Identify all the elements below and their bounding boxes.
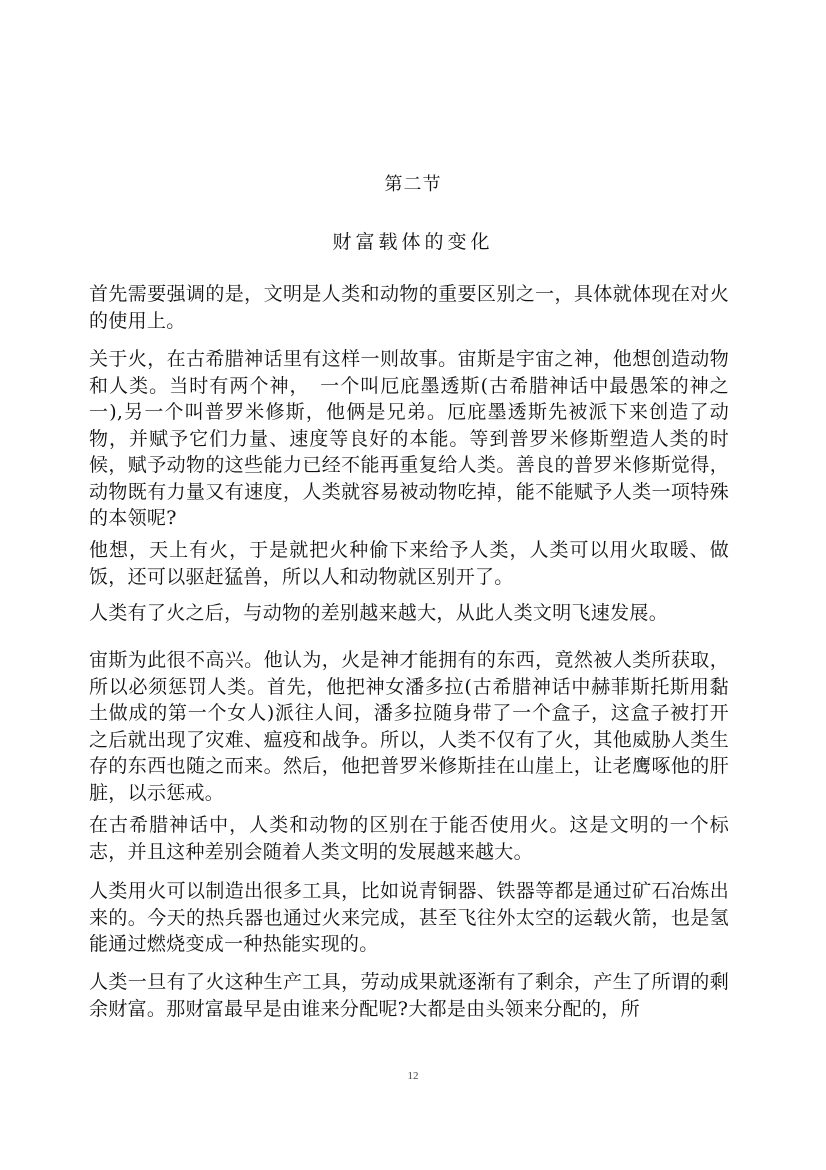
paragraph: 宙斯为此很不高兴。他认为，火是神才能拥有的东西，竟然被人类所获取，所以必须惩罚人类。首先，他把神女潘多拉(古希腊神话中赫菲斯托斯用黏土做成的第一个女人)派往人间，潘多拉随身带了一个盒子，这盒子被打开之后就出现了灾难、瘟疫和战争。所以，人类不仅有了火，其他威胁人类生存的东西也随之而来。然后，他把普罗米修斯挂在山崖上，让老鹰啄他的肝脏，以示惩戒。	[89, 649, 729, 804]
paragraph: 关于火，在古希腊神话里有这样一则故事。宙斯是宇宙之神，他想创造动物和人类。当时有两个神， 一个叫厄庇墨透斯(古希腊神话中最愚笨的神之一),另一个叫普罗米修斯，他俩是兄弟。厄庇墨透斯先被派下来创造了动物，并赋予它们力量、速度等良好的本能。等到普罗米修斯塑造人类的时候，赋予动物的这些能力已经不能再重复给人类。善良的普罗米修斯觉得，动物既有力量又有速度，人类就容易被动物吃掉，能不能赋予人类一项特殊的本领呢?	[89, 348, 729, 529]
paragraph: 人类有了火之后，与动物的差别越来越大，从此人类文明飞速发展。	[89, 602, 669, 624]
section-title: 财富载体的变化	[332, 231, 494, 253]
paragraph: 在古希腊神话中，人类和动物的区别在于能否使用火。这是文明的一个标志，并且这种差别会随着人类文明的发展越来越大。	[89, 814, 729, 863]
section-label: 第二节	[384, 174, 442, 195]
paragraph: 人类用火可以制造出很多工具，比如说青铜器、铁器等都是通过矿石冶炼出来的。今天的热兵器也通过火来完成，甚至飞往外太空的运载火箭，也是氢能通过燃烧变成一种热能实现的。	[89, 880, 729, 955]
paragraph: 他想，天上有火，于是就把火种偷下来给予人类，人类可以用火取暖、做饭，还可以驱赶猛兽，所以人和动物就区别开了。	[89, 539, 729, 588]
paragraph: 人类一旦有了火这种生产工具，劳动成果就逐渐有了剩余，产生了所谓的剩余财富。那财富最早是由谁来分配呢?大都是由头领来分配的，所	[89, 971, 729, 1020]
page-number: 12	[407, 1070, 419, 1082]
paragraph: 首先需要强调的是，文明是人类和动物的重要区别之一，具体就体现在对火的使用上。	[89, 283, 729, 332]
